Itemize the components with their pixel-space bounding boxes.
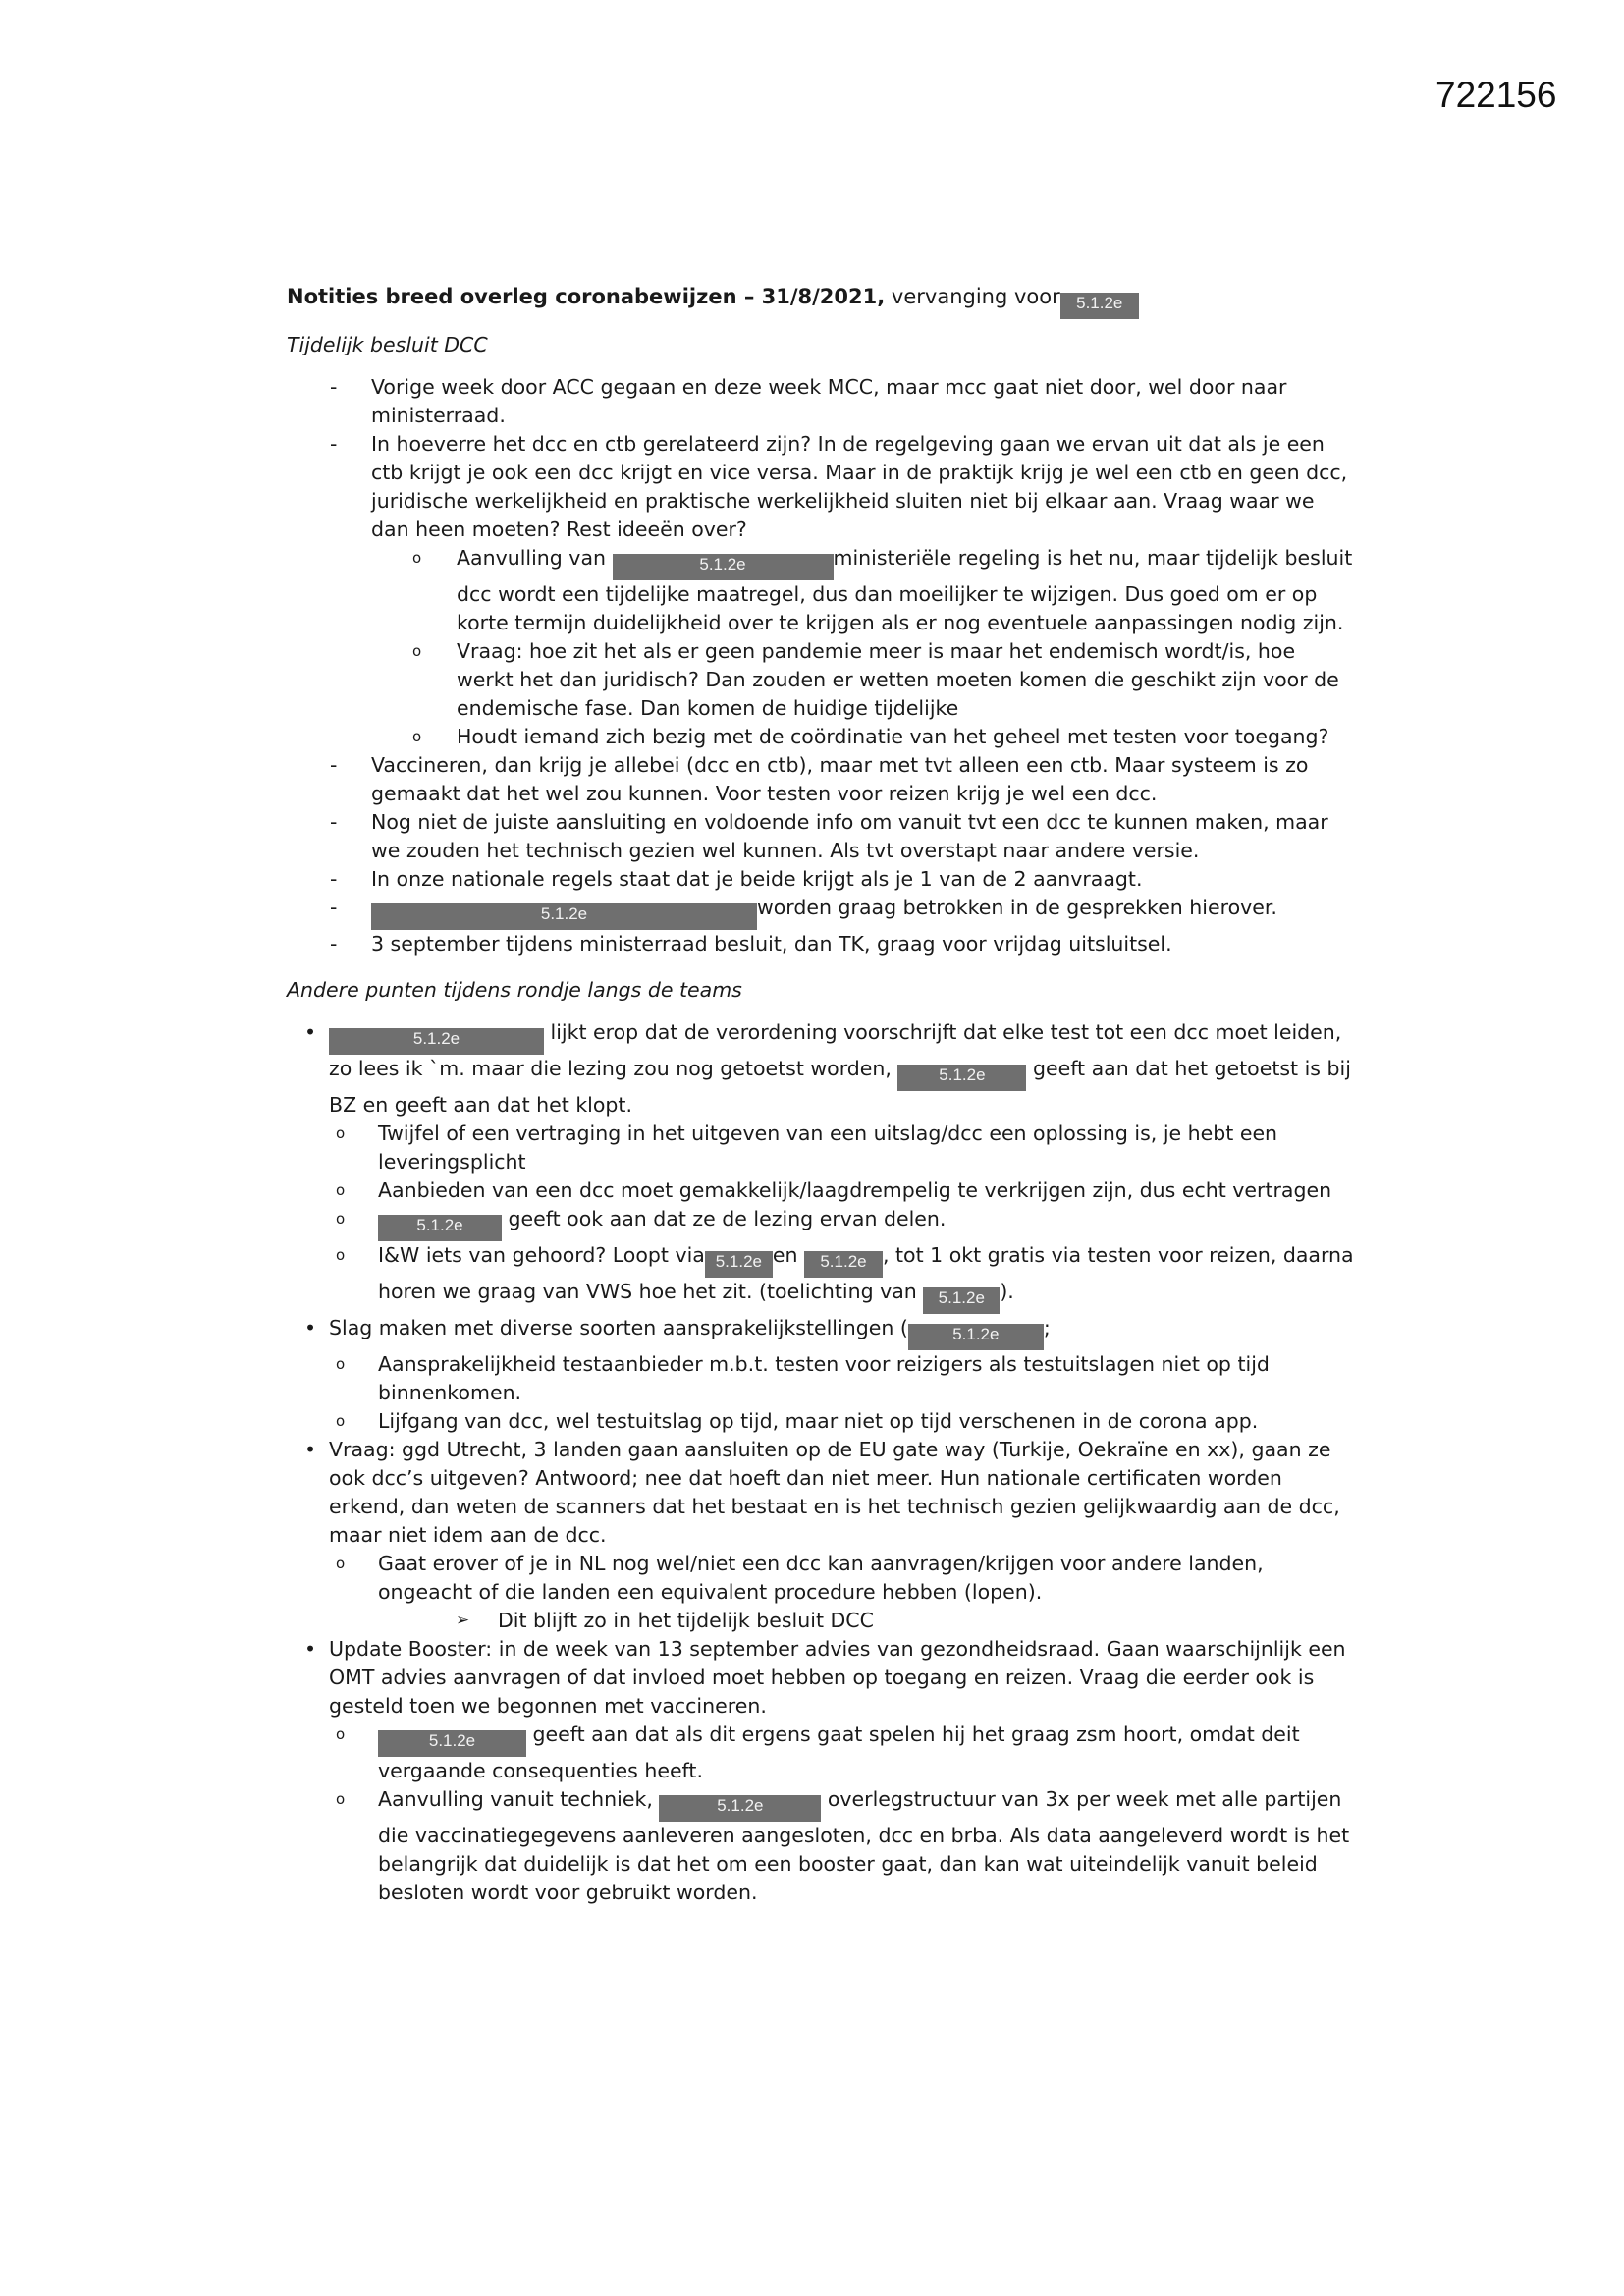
redaction-box: 5.1.2e <box>378 1215 502 1241</box>
list-marker: o <box>336 1725 346 1743</box>
list-marker: o <box>336 1181 346 1199</box>
item-text: , tot 1 okt gratis via testen voor reizen, daarna horen we graag van VWS hoe het zit. (toelichting van <box>378 1243 1354 1303</box>
list-marker: • <box>304 1316 317 1339</box>
list-marker: o <box>336 1124 346 1142</box>
document-body <box>287 283 1357 1907</box>
list-item <box>287 544 1357 637</box>
list-item <box>287 808 1357 865</box>
item-text: Vraag: hoe zit het als er geen pandemie meer is maar het endemisch wordt/is, hoe werkt het dan juridisch? Dan zouden er wetten moeten komen die geschikt zijn voor de endemische fase. Dan komen de huidige tijdelijke <box>457 639 1339 720</box>
item-text: In onze nationale regels staat dat je beide krijgt als je 1 van de 2 aanvraagt. <box>371 867 1143 891</box>
list-item <box>287 1607 1357 1635</box>
list-item <box>287 1407 1357 1436</box>
arrow-bullet-icon: ➢ <box>456 1611 470 1630</box>
page-title <box>287 283 1357 319</box>
item-text: Update Booster: in de week van 13 september advies van gezondheidsraad. Gaan waarschijnlijk een OMT advies aanvragen of dat invloed moet hebben op toegang en reizen. Vraag die eerder ook is gesteld toen we begonnen met vaccineren. <box>329 1637 1346 1718</box>
list-item <box>287 1205 1357 1241</box>
item-text: overlegstructuur van 3x per week met alle partijen die vaccinatiegegevens aanleveren aangesloten, dcc en brba. Als data aangeleverd wordt is het belangrijk dat duidelijk is dat het om een booster gaat, dan kan wat uiteindelijk vanuit beleid besloten wordt voor gebruikt worden. <box>378 1787 1350 1904</box>
list-marker: - <box>330 810 338 834</box>
item-text: Vaccineren, dan krijg je allebei (dcc en ctb), maar met tvt alleen een ctb. Maar systeem is zo gemaakt dat het wel zou kunnen. Voor testen voor reizen krijg je wel een dcc. <box>371 753 1309 805</box>
item-text: Gaat erover of je in NL nog wel/niet een dcc kan aanvragen/krijgen voor andere landen, ongeacht of die landen een equivalent procedure hebben (lopen). <box>378 1552 1264 1604</box>
item-text: Nog niet de juiste aansluiting en voldoende info om vanuit tvt een dcc te kunnen maken, maar we zouden het technisch gezien wel kunnen. Als tvt overstapt naar andere versie. <box>371 810 1328 862</box>
item-text: geeft ook aan dat ze de lezing ervan delen. <box>502 1207 947 1230</box>
redaction-box: 5.1.2e <box>897 1065 1026 1091</box>
list-marker: - <box>330 867 338 891</box>
item-text: I&W iets van gehoord? Loopt via <box>378 1243 705 1267</box>
list-item <box>287 1436 1357 1550</box>
item-text: Vraag: ggd Utrecht, 3 landen gaan aansluiten op de EU gate way (Turkije, Oekraïne en xx), gaan ze ook dcc’s uitgeven? Antwoord; nee dat hoeft dan niet meer. Hun nationale certificaten worden erkend, dan weten de scanners dat het bestaat en is het technisch gezien gelijkwaardig aan de dcc, maar niet idem aan de dcc. <box>329 1438 1340 1547</box>
item-text: worden graag betrokken in de gesprekken hierover. <box>757 896 1277 919</box>
item-text: ministeriële regeling is het nu, maar tijdelijk besluit dcc wordt een tijdelijke maatregel, dus dan moeilijker te wijzigen. Dus goed om er op korte termijn duidelijkheid over te krijgen als er nog eventuele aanpassingen nodig zijn. <box>457 546 1353 634</box>
redaction-box: 5.1.2e <box>378 1730 526 1757</box>
list-item <box>287 751 1357 808</box>
redaction-box: 5.1.2e <box>923 1287 1000 1314</box>
list-item <box>287 1550 1357 1607</box>
list-marker: o <box>336 1790 346 1808</box>
item-text: lijkt erop dat de verordening voorschrijft dat elke test tot een dcc moet leiden, zo lees ik `m. maar die lezing zou nog getoetst worden, <box>329 1020 1342 1080</box>
document-number: 722156 <box>1435 75 1557 115</box>
list-marker: o <box>412 728 422 745</box>
list-marker: o <box>336 1355 346 1373</box>
list-item <box>287 1350 1357 1407</box>
list-item <box>287 930 1357 958</box>
list-item <box>287 1241 1357 1314</box>
section-heading: Tijdelijk besluit DCC <box>287 333 488 356</box>
list-item <box>287 373 1357 430</box>
list-marker: - <box>330 932 338 956</box>
list-item <box>287 1785 1357 1907</box>
list-marker: o <box>412 642 422 660</box>
item-text: Twijfel of een vertraging in het uitgeven van een uitslag/dcc een oplossing is, je hebt een leveringsplicht <box>378 1121 1278 1174</box>
item-text: Aanvulling vanuit techniek, <box>378 1787 660 1811</box>
title-bold: Notities breed overleg coronabewijzen – 31/8/2021, <box>287 285 886 308</box>
list-marker: • <box>304 1020 317 1044</box>
item-text: Aansprakelijkheid testaanbieder m.b.t. testen voor reizigers als testuitslagen niet op tijd binnenkomen. <box>378 1352 1270 1404</box>
item-text: ). <box>1000 1280 1014 1303</box>
list-marker: • <box>304 1438 317 1461</box>
list-item <box>287 865 1357 894</box>
list-item <box>287 1314 1357 1350</box>
list-marker: o <box>412 549 422 567</box>
list-marker: o <box>336 1246 346 1264</box>
redaction-box: 5.1.2e <box>804 1251 883 1278</box>
redaction-box: 5.1.2e <box>329 1028 544 1055</box>
list-item <box>287 894 1357 930</box>
item-text: 3 september tijdens ministerraad besluit, dan TK, graag voor vrijdag uitsluitsel. <box>371 932 1172 956</box>
title-normal: vervanging voor <box>885 285 1060 308</box>
item-text: Houdt iemand zich bezig met de coördinatie van het geheel met testen voor toegang? <box>457 725 1329 748</box>
item-text: Aanbieden van een dcc moet gemakkelijk/laagdrempelig te verkrijgen zijn, dus echt vertragen <box>378 1178 1332 1202</box>
list-marker: o <box>336 1210 346 1228</box>
list-item <box>287 1120 1357 1176</box>
list-marker: o <box>336 1555 346 1572</box>
item-text: Dit blijft zo in het tijdelijk besluit DCC <box>498 1609 874 1632</box>
redaction-box: 5.1.2e <box>371 903 757 930</box>
list-item <box>287 1635 1357 1721</box>
list-item <box>287 430 1357 544</box>
list-marker: • <box>304 1637 317 1661</box>
redaction-box: 5.1.2e <box>908 1324 1044 1350</box>
list-marker: - <box>330 896 338 919</box>
item-text: ; <box>1043 1316 1051 1339</box>
list-marker: - <box>330 432 338 456</box>
item-text: en <box>772 1243 804 1267</box>
item-text: Vorige week door ACC gegaan en deze week MCC, maar mcc gaat niet door, wel door naar ministerraad. <box>371 375 1287 427</box>
list-item <box>287 1176 1357 1205</box>
list-item <box>287 723 1357 751</box>
redaction-box: 5.1.2e <box>613 554 834 580</box>
item-text: Aanvulling van <box>457 546 613 570</box>
list-item <box>287 1018 1357 1120</box>
list-marker: - <box>330 375 338 399</box>
list-marker: o <box>336 1412 346 1430</box>
list-item <box>287 637 1357 723</box>
item-text: geeft aan dat het getoetst is bij BZ en geeft aan dat het klopt. <box>329 1057 1351 1117</box>
list-marker: - <box>330 753 338 777</box>
item-text: Slag maken met diverse soorten aansprakelijkstellingen ( <box>329 1316 908 1339</box>
item-text: Lijfgang van dcc, wel testuitslag op tijd, maar niet op tijd verschenen in de corona app. <box>378 1409 1259 1433</box>
list-item <box>287 1721 1357 1785</box>
redaction-box: 5.1.2e <box>705 1251 773 1278</box>
redaction-box: 5.1.2e <box>659 1795 821 1822</box>
item-text: geeft aan dat als dit ergens gaat spelen hij het graag zsm hoort, omdat deit vergaande consequenties heeft. <box>378 1722 1300 1782</box>
redaction-box: 5.1.2e <box>1060 293 1139 319</box>
item-text: In hoeverre het dcc en ctb gerelateerd zijn? In de regelgeving gaan we ervan uit dat als je een ctb krijgt je ook een dcc krijgt en vice versa. Maar in de praktijk krijg je wel een ctb en geen dcc, juridische werkelijkheid en praktische werkelijkheid sluiten niet bij elkaar aan. Vraag waar we dan heen moeten? Rest ideeën over? <box>371 432 1348 541</box>
sections <box>287 331 1357 1907</box>
section-heading: Andere punten tijdens rondje langs de teams <box>287 978 742 1002</box>
